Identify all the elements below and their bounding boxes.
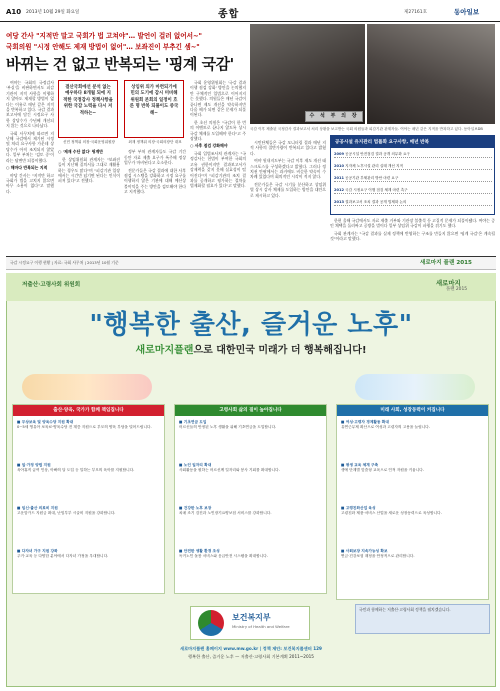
ad-item-text: 치매 조기 검진과 노인장기요양보험 서비스를 강화합니다. (179, 511, 272, 515)
ad-column-title: 미래 사회, 성장동력이 커집니다 (337, 405, 488, 416)
ad-item (341, 506, 486, 516)
ad-item (179, 506, 324, 516)
family-illustration (22, 374, 152, 400)
paragraph: 시민단체들은 국감 모니터링 결과 매년 지적 사항의 절반가량이 반복되고 있다고 밝혔다. (250, 140, 326, 156)
ad-item-text: 육아휴직 급여 인상, 아빠의 달 도입 등 일하는 부모의 육아를 지원합니다. (17, 468, 135, 472)
ministry-emblem-icon (198, 610, 224, 636)
ad-item (17, 506, 162, 516)
ad-item (17, 463, 162, 473)
ad-item-head: ■ 여성·고령자 경제활동 확대 (341, 420, 389, 424)
ad-item-text: 연금·건강보험 재정을 안정적으로 관리합니다. (341, 554, 415, 558)
paragraph: 전문가들은 국감 결과에 대한 사후 점검 시스템을 강화하고 시정 요구를 이행하지 않은 기관에 대해 예산상 불이익을 주는 방안을 검토해야 한다고 지적했다. (124, 167, 186, 195)
stats-box-title: 공공시설 유지관리 법률화 요구사항, 매년 반복 (331, 136, 494, 148)
stats-row (334, 164, 492, 170)
ad-subheadline-brand: 새로마지플랜 (135, 345, 194, 356)
article-headline: 바뀌는 건 없고 반복되는 '핑계 국감' (6, 55, 234, 73)
ad-item (341, 549, 486, 559)
ad-item-text: 유연근무제 확산으로 여성과 고령자의 고용을 늘립니다. (341, 425, 430, 429)
ad-item-head: ■ 노인 일자리 확대 (179, 463, 212, 467)
pull-quote-attribution: 최재 정책위 의장·국회의장단 대표 (128, 140, 182, 144)
stats-row (334, 152, 492, 158)
ad-column-title: 고령사회 삶의 질이 높아집니다 (175, 405, 326, 416)
ad-item-text: 생애 단계별 맞춤형 교육으로 인적 자원을 키웁니다. (341, 468, 425, 472)
ad-column-birth (12, 404, 165, 594)
stats-year: 2011 (334, 176, 345, 180)
ministry-name-en: Ministry of Health and Welfare (232, 624, 290, 629)
paragraph: 국회 운영위원회는 '국감 결과 이행 점검 강화' 방안을 논의했지만 구체적인 입법으로 이어지지는 못했다. 의원들은 매년 국감이 끝나면 제도 개선을 약속하지만 다음 해가 되면 같은 문제가 되풀이된다. (190, 80, 246, 118)
ad-item-head: ■ 기초연금 도입 (179, 420, 207, 424)
ad-subheadline (6, 341, 496, 356)
paragraph: 정부 부처 관계자들도 국감 기간 동안 자료 제출 요구가 폭주해 정상 업무가 마비된다고 호소한다. (124, 149, 186, 166)
stats-text: 결과보고서 조치 결과 공개 법제화 논의 (345, 200, 407, 204)
ad-committee-logo: 저출산·고령사회 위원회 (22, 282, 81, 288)
subheading: ○ 사후 점검 강화해야 (190, 143, 228, 149)
stats-row (334, 188, 492, 194)
ad-item-head: ■ 고령친화산업 육성 (341, 506, 376, 510)
paragraph: 여야는 국회의 국정감사 '부실'을 비판하면서도 피감기관이 지적 사항을 이행하지 않아도 제재할 방법이 없다는 이유로 매년 같은 지적을 반복하고 있다. 국감 결과보고서에 담긴 시정요구 사항 상당수가 수년째 개선되지 않는 것으로 나타났다. (6, 80, 54, 129)
ad-item-head: ■ 안전한 생활 환경 조성 (179, 549, 220, 553)
ad-item-text: 독거노인 돌봄 서비스와 응급안전 시스템을 확대합니다. (179, 554, 268, 558)
ad-item-text: 고운맘카드 지원금 확대, 난임부부 시술비 지원을 강화합니다. (17, 511, 116, 515)
news-photo-right (367, 24, 495, 124)
article-column-2 (58, 80, 120, 250)
article-column-6 (330, 218, 495, 253)
article-column-3 (124, 80, 186, 250)
ad-item-head: ■ 무상보육 및 양육수당 지원 확대 (17, 420, 74, 424)
edition-number: 제27161호 (404, 10, 428, 15)
ad-item-text: 0~5세 영유아 보육료·양육수당 전 계층 지원으로 부모의 양육 부담을 덜어드립니다. (17, 425, 152, 429)
ad-item-text: 고령친화 제품·서비스 산업을 새로운 성장동력으로 육성합니다. (341, 511, 442, 515)
stats-box (330, 135, 495, 215)
paragraph: 전문가들은 국감 시기를 분산하고 상임위별 상시 감사 체제를 도입하는 방안을 대안으로 제시하고 있다. (250, 181, 326, 198)
article-column-1 (6, 80, 54, 250)
paragraph: 한편 올해 국감에서도 자료 제출 거부와 기관장 불출석 등 고질적 문제가 되풀이됐다. 여야는 증인 채택을 둘러싸고 공방을 벌이다 일부 상임위 국감이 파행을 겪기도 했다. (330, 218, 495, 229)
ad-item (179, 420, 324, 430)
ad-item-head: ■ 사회보장 지속가능성 확보 (341, 549, 388, 553)
photo-caption: 국감 이후 제출된 국정감사 결과보고서 처리 상황을 보고받는 국회 의원들과 피감기관 관계자들. 여야는 매년 같은 지적을 반복하고 있다. 동아일보DB (250, 127, 483, 131)
ad-item (179, 463, 324, 473)
info-strip-text: 국감 시정요구 이행 현황 | 자료: 국회 사무처 | 2013년 10월 기준 (10, 260, 119, 265)
ad-note: 국민과 함께하는 저출산·고령사회 정책을 펼치겠습니다. (355, 604, 490, 634)
ad-item-head: ■ 일·가정 양립 지원 (17, 463, 51, 467)
ad-item (179, 549, 324, 559)
page-number: A10 (6, 8, 22, 16)
ad-plan-logo-sub: 플랜 2015 (446, 287, 468, 292)
paragraph: 한 초선 의원은 "국감이 한 번의 이벤트로 끝나지 않도록 상시 국감 체제를 도입해야 한다"고 주장했다. (190, 119, 246, 142)
ad-item (17, 420, 162, 430)
kicker-line-1: 여당 간사 "지적만 말고 국회가 법 고쳐야"… 발언이 걸러 없어서~" (6, 32, 202, 40)
stats-text: 국감 시정요구 이행 점검 체계 마련 촉구 (345, 188, 408, 192)
ad-column-title: 출산·양육, 국가가 함께 책임집니다 (13, 405, 164, 416)
stats-year: 2009 (334, 152, 345, 156)
stats-text: 공공기관 부채관리 방안 마련 요구 (345, 176, 399, 180)
pull-quote-attribution: 신민 정책위 의장·국회운영위원장 (62, 140, 116, 144)
info-strip-brand: 새로마지 플랜 2015 (420, 260, 472, 266)
ad-subheadline-text: 으로 대한민국 미래가 더 행복해집니다! (193, 345, 367, 356)
issue-date: 2013년 10월 29일 화요일 (26, 10, 80, 15)
paragraph: 국회 관계자는 "국감 결과를 실제 정책에 반영하는 구조를 만들지 않으면 '핑계 국감'은 계속될 것"이라고 말했다. (330, 230, 495, 242)
section-title: 종합 (218, 9, 240, 20)
ad-column-aging (174, 404, 327, 594)
ad-item-text: 어르신들의 안정된 노후 생활을 위해 기초연금을 도입합니다. (179, 425, 277, 429)
paper-logo: 동아일보 (454, 8, 480, 16)
ad-headline: "행복한 출산, 즐거운 노후" (89, 310, 413, 340)
stats-text: 공공시설 안전점검 결과 공개 의무화 요구 (345, 152, 410, 156)
ad-item-head: ■ 건강한 노후 보장 (179, 506, 212, 510)
subheading: ○ '제재 수단 없다' 핑계만 (58, 149, 104, 155)
ad-item (17, 549, 162, 559)
pull-quote-2 (124, 80, 184, 138)
stats-text: 지자체 노후시설 관리 실태 개선 지적 (345, 164, 403, 168)
ad-item-text: 주거·교육 등 다양한 분야에서 다자녀 가정을 우대합니다. (17, 554, 109, 558)
ad-item (341, 463, 486, 473)
paragraph: 국회 사무처에 따르면 지난해 국감에서 제기된 시정 및 처리 요구사항 가운데 상당수가 아직 조치되지 않았다. 일부 부처는 '검토 중'이라는 답변만 되풀이했다. (6, 130, 54, 163)
pull-quote-1 (58, 80, 118, 138)
news-photo-left (250, 24, 365, 124)
ad-item (341, 420, 486, 430)
ad-item-head: ■ 평생 교육 체계 구축 (341, 463, 379, 467)
ad-plan-logo: 새로마지 (436, 279, 461, 287)
ad-item-head: ■ 다자녀 가구 지원 강화 (17, 549, 58, 553)
ad-item-text: 사회활동을 원하는 어르신께 일자리와 봉사 기회를 확대합니다. (179, 468, 280, 472)
ad-column-future (336, 404, 489, 600)
pull-quote-text: 상임위 의가 마련되기에 민의 도기에 감시 미비해 위원회 본회의 일정이 흐른 명 반복 되풀이도 중국해~ (129, 85, 179, 116)
photo-banner: 수 석 부 의 장 (305, 111, 363, 122)
future-illustration (355, 374, 475, 400)
pull-quote-text: 결산국회에선 분석 없는 예우하다 8개월 되에 지적한 국정감사 정책사항을 위한 국감 노력을 다시 저적하는~ (63, 85, 113, 116)
stats-year: 2010 (334, 164, 345, 168)
paragraph: 야당 간사는 "지적만 하고 국회가 법을 고치지 않으면 아무 소용이 없다"고 말했다. (6, 172, 54, 194)
ad-footer-link[interactable]: 새로마지플랜 홈페이지 www.mw.go.kr | 정책 제안: 보건복지콜센터 129 (180, 646, 322, 651)
article-column-5 (250, 140, 326, 252)
article-column-4 (190, 80, 246, 250)
paragraph: 여야 원내지도부는 국감 이후 제도 개선 태스크포스를 구성하겠다고 밝혔다. 그러나 정치권 안팎에서는 과거에도 비슷한 약속이 수차례 있었다며 회의적인 시각이 적지 않다. (250, 158, 326, 180)
subheading: ○ 해마다 반복되는 지적 (6, 165, 48, 171)
ad-footer-text: 행복한 출산, 즐거운 노후 — 저출산·고령사회 기본계획 2011~2015 (188, 654, 314, 659)
stats-row (334, 200, 492, 206)
stats-year: 2012 (334, 188, 345, 192)
ministry-name: 보건복지부 (232, 613, 271, 622)
stats-year: 2013 (334, 200, 345, 204)
paragraph: 국회 입법조사처 관계자는 "국정감사는 헌법이 부여한 국회의 고유 권한이지만 결과보고서가 강제력을 갖지 못해 실효성이 떨어진다"며 "피감기관의 조치 결과를 공개하고 평가하는 절차를 법제화할 필요가 있다"고 말했다. (190, 150, 246, 189)
ad-item-head: ■ 임신·출산 의료비 지원 (17, 506, 58, 510)
kicker-line-2: 국회의원 "시정 안해도 제재 방법이 없어"… 보좌진이 부추긴 셈~" (6, 43, 200, 51)
paragraph: 한 상임위원회 관계자는 "보좌진들이 지난해 질의서를 그대로 재활용하는 경우도 많다"며 "피감기관 입장에서는 시간만 넘기면 된다는 인식이 퍼져 있다"고 전했다. (58, 156, 120, 184)
stats-row (334, 176, 492, 182)
